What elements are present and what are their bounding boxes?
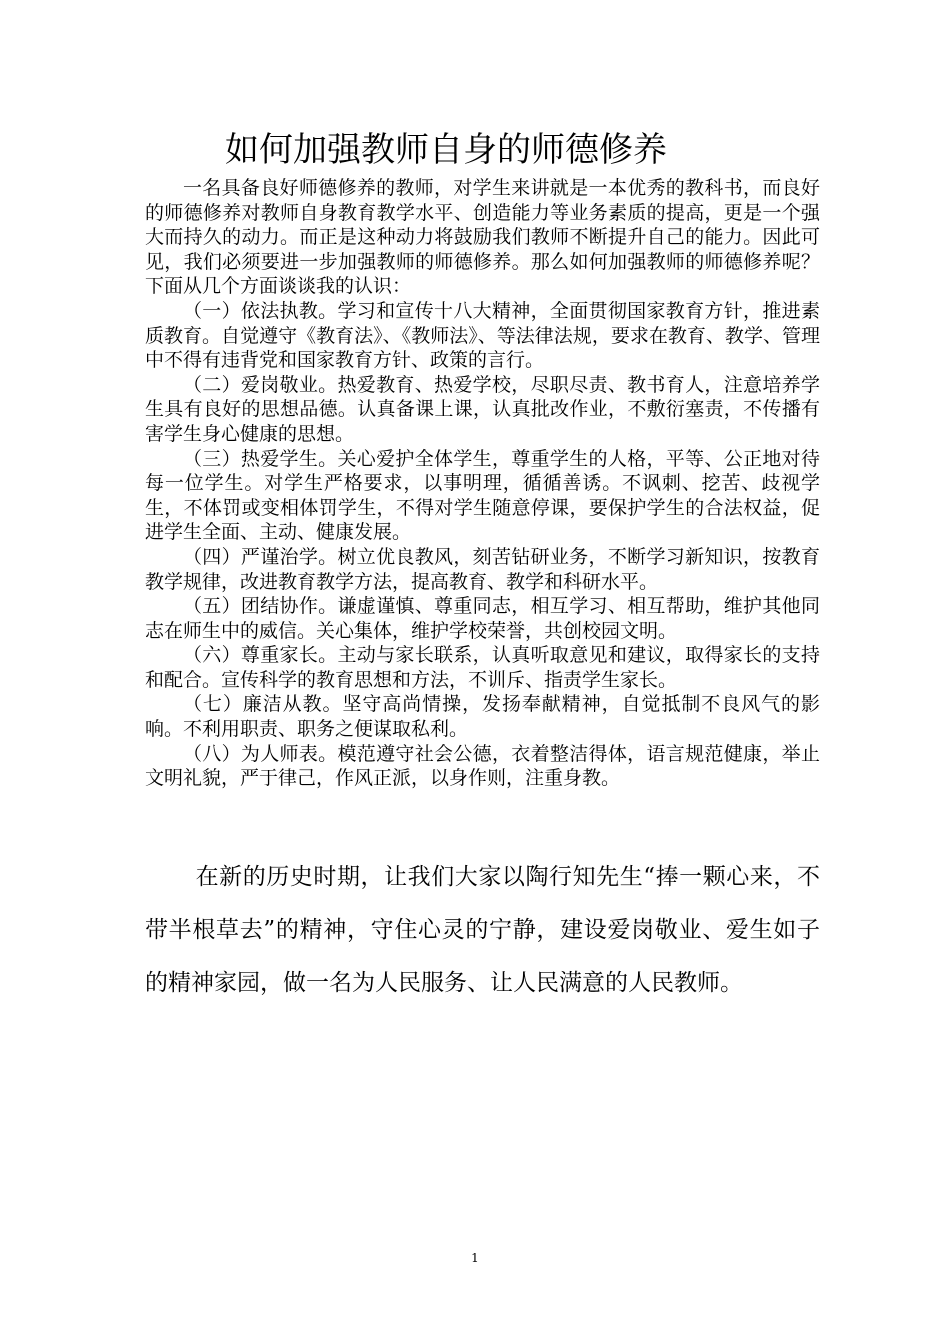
page-number: 1 [471,1251,479,1265]
paragraph-dedication: （二）爱岗敬业。热爱教育、热爱学校，尽职尽责、教书育人，注意培养学生具有良好的思想品德。认真备课上课，认真批改作业，不敷衍塞责，不传播有害学生身心健康的思想。 [145,373,820,445]
paragraph-respect-parents: （六）尊重家长。主动与家长联系，认真听取意见和建议，取得家长的支持和配合。宣传科学的教育思想和方法，不训斥、指责学生家长。 [145,644,820,691]
paragraph-cooperation: （五）团结协作。谦虚谨慎、尊重同志，相互学习、相互帮助，维护其他同志在师生中的威信。关心集体，维护学校荣誉，共创校园文明。 [145,595,820,642]
paragraph-love-students: （三）热爱学生。关心爱护全体学生，尊重学生的人格，平等、公正地对待每一位学生。对学生严格要求，以事明理，循循善诱。不讽刺、挖苦、歧视学生，不体罚或变相体罚学生，不得对学生随意停课，要保护学生的合法权益，促进学生全面、主动、健康发展。 [145,447,820,544]
paragraph-lawful-teaching: （一）依法执教。学习和宣传十八大精神，全面贯彻国家教育方针，推进素质教育。自觉遵守《教育法》、《教师法》、等法律法规，要求在教育、教学、管理中不得有违背党和国家教育方针、政策的言行。 [145,299,820,372]
document-title: 如何加强教师自身的师德修养 [225,130,667,170]
paragraph-role-model: （八）为人师表。模范遵守社会公德，衣着整洁得体，语言规范健康，举止文明礼貌，严于律己，作风正派，以身作则，注重身教。 [145,742,820,790]
intro-paragraph: 一名具备良好师德修养的教师，对学生来讲就是一本优秀的教科书，而良好的师德修养对教师自身教育教学水平、创造能力等业务素质的提高，更是一个强大而持久的动力。而正是这种动力将鼓励我们教师不断提升自己的能力。因此可见，我们必须要进一步加强教师的师德修养。那么如何加强教师的师德修养呢？下面从几个方面谈谈我的认识： [145,177,820,298]
closing-paragraph: 在新的历史时期，让我们大家以陶行知先生“捧一颗心来，不带半根草去”的精神，守住心灵的宁静，建设爱岗敬业、爱生如子的精神家园，做一名为人民服务、让人民满意的人民教师。 [145,864,820,996]
closing-section [145,851,820,1010]
document-body [145,176,820,791]
paragraph-rigorous-study: （四）严谨治学。树立优良教风，刻苦钻研业务，不断学习新知识，按教育教学规律，改进教育教学方法，提高教育、教学和科研水平。 [145,545,820,593]
paragraph-integrity: （七）廉洁从教。坚守高尚情操，发扬奉献精神，自觉抵制不良风气的影响。不利用职责、职务之便谋取私利。 [145,693,820,741]
